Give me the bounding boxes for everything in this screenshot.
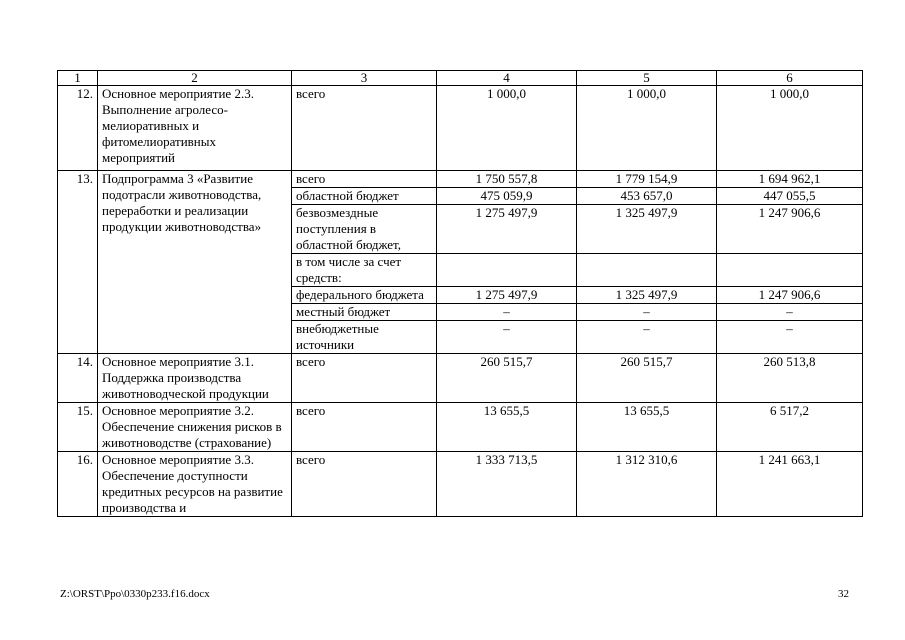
- source-label: всего: [292, 86, 437, 171]
- measure-name: Основное мероприятие 3.3. Обеспечение доступности кредитных ресурсов на развитие производства и: [98, 452, 292, 517]
- source-label: всего: [292, 452, 437, 517]
- value-col5: –: [577, 304, 717, 321]
- value-col4: 475 059,9: [437, 188, 577, 205]
- header-cell: 1: [58, 71, 98, 86]
- measure-name: Основное мероприятие 3.1. Поддержка производства животноводческой продукции: [98, 354, 292, 403]
- source-label: всего: [292, 171, 437, 188]
- value-col6: 6 517,2: [717, 403, 863, 452]
- value-col4: 1 275 497,9: [437, 287, 577, 304]
- value-col4: 1 333 713,5: [437, 452, 577, 517]
- table-row: [58, 354, 863, 403]
- value-col4: –: [437, 321, 577, 354]
- value-col5: 1 325 497,9: [577, 205, 717, 254]
- source-label: в том числе за счет средств:: [292, 254, 437, 287]
- value-col5: 260 515,7: [577, 354, 717, 403]
- source-label: всего: [292, 403, 437, 452]
- measure-name: Подпрограмма 3 «Развитие подотрасли животноводства, переработки и реализации продукции животноводства»: [98, 171, 292, 354]
- page-number: 32: [838, 588, 849, 600]
- value-col4: 1 275 497,9: [437, 205, 577, 254]
- value-col5: –: [577, 321, 717, 354]
- measure-name: Основное мероприятие 3.2. Обеспечение снижения рисков в животноводстве (страхование): [98, 403, 292, 452]
- value-col5: 1 000,0: [577, 86, 717, 171]
- value-col4: –: [437, 304, 577, 321]
- source-label: областной бюджет: [292, 188, 437, 205]
- source-label: всего: [292, 354, 437, 403]
- value-col4: 260 515,7: [437, 354, 577, 403]
- header-cell: 6: [717, 71, 863, 86]
- row-number: 15.: [58, 403, 98, 452]
- value-col5: 13 655,5: [577, 403, 717, 452]
- header-cell: 2: [98, 71, 292, 86]
- value-col4: [437, 254, 577, 287]
- table-row: [58, 171, 863, 188]
- value-col5: 1 312 310,6: [577, 452, 717, 517]
- value-col6: 1 247 906,6: [717, 205, 863, 254]
- value-col5: 1 325 497,9: [577, 287, 717, 304]
- value-col6: 1 000,0: [717, 86, 863, 171]
- value-col5: 1 779 154,9: [577, 171, 717, 188]
- row-number: 16.: [58, 452, 98, 517]
- source-label: местный бюджет: [292, 304, 437, 321]
- table-row: [58, 86, 863, 171]
- header-cell: 5: [577, 71, 717, 86]
- value-col5: [577, 254, 717, 287]
- row-number: 13.: [58, 171, 98, 354]
- value-col6: 1 247 906,6: [717, 287, 863, 304]
- budget-table: [57, 70, 863, 517]
- header-cell: 3: [292, 71, 437, 86]
- value-col6: –: [717, 321, 863, 354]
- value-col4: 1 000,0: [437, 86, 577, 171]
- value-col5: 453 657,0: [577, 188, 717, 205]
- row-number: 12.: [58, 86, 98, 171]
- value-col4: 13 655,5: [437, 403, 577, 452]
- source-label: федерального бюджета: [292, 287, 437, 304]
- value-col6: 1 694 962,1: [717, 171, 863, 188]
- table-row: [58, 403, 863, 452]
- value-col6: –: [717, 304, 863, 321]
- file-path: Z:\ORST\Ppo\0330p233.f16.docx: [60, 588, 210, 600]
- header-cell: 4: [437, 71, 577, 86]
- table-row: [58, 452, 863, 517]
- row-number: 14.: [58, 354, 98, 403]
- value-col4: 1 750 557,8: [437, 171, 577, 188]
- value-col6: 1 241 663,1: [717, 452, 863, 517]
- value-col6: 447 055,5: [717, 188, 863, 205]
- measure-name: Основное мероприятие 2.3. Выполнение агролесо-мелиоративных и фитомелиоративных мероприятий: [98, 86, 292, 171]
- header-row: [58, 71, 863, 86]
- source-label: безвозмездные поступления в областной бюджет,: [292, 205, 437, 254]
- value-col6: 260 513,8: [717, 354, 863, 403]
- source-label: внебюджетные источники: [292, 321, 437, 354]
- value-col6: [717, 254, 863, 287]
